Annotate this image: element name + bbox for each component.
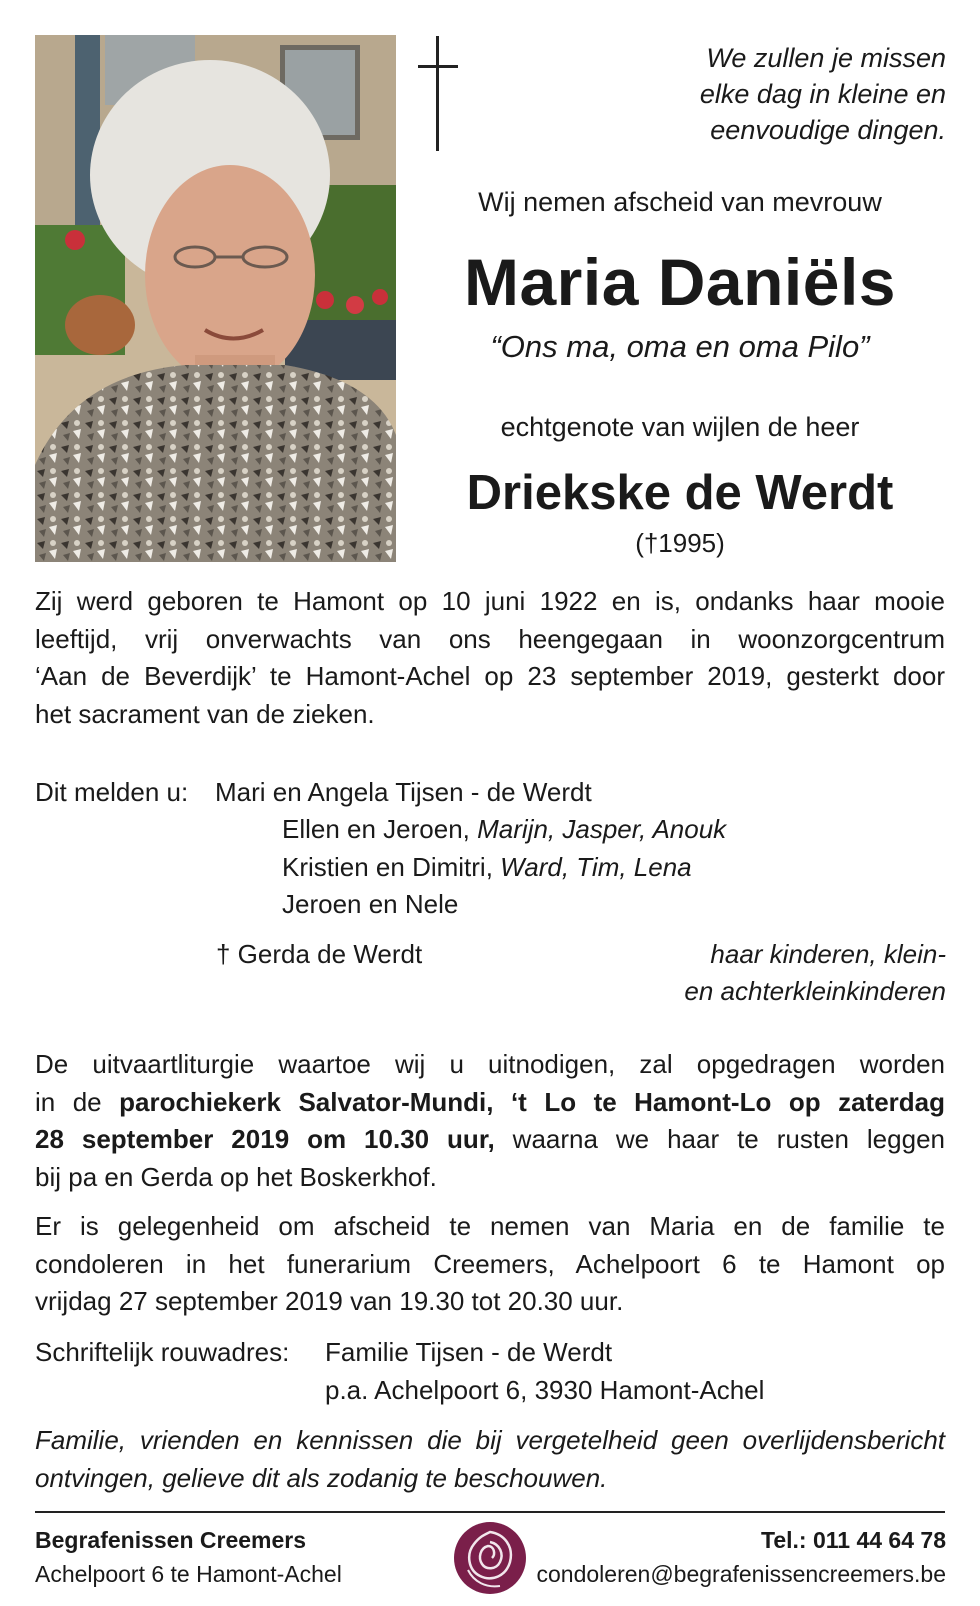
funeral-paragraph	[35, 1046, 945, 1196]
funeral-home-name: Begrafenissen Creemers	[35, 1527, 307, 1553]
paragraph-line: Familie, vrienden en kennissen die bij vergetelheid geen overlijdensbericht	[35, 1425, 945, 1455]
portrait-illustration	[35, 35, 396, 562]
paragraph-line: ontvingen, gelieve dit als zodanig te beschouwen.	[35, 1462, 608, 1493]
farewell-intro: Wij nemen afscheid van mevrouw	[478, 187, 882, 217]
deceased-name: Maria Daniëls	[463, 245, 897, 319]
paragraph-line: leeftijd, vrij onverwachts van ons heengegaan in woonzorgcentrum	[35, 623, 945, 654]
paragraph-line: Er is gelegenheid om afscheid te nemen van Maria en de familie te	[35, 1211, 945, 1241]
footer-divider	[35, 1511, 945, 1513]
spouse-name: Driekske de Werdt	[466, 466, 894, 520]
family-children: Ward, Tim, Lena	[500, 852, 692, 882]
deceased-child: † Gerda de Werdt	[216, 939, 423, 969]
family-row	[282, 810, 726, 848]
birth-death-paragraph	[35, 583, 945, 733]
notice-paragraph	[35, 1422, 945, 1497]
family-first-line: Mari en Angela Tijsen - de Werdt	[215, 777, 592, 807]
paragraph-line	[35, 1084, 945, 1122]
relation-line: haar kinderen, klein-	[710, 939, 946, 969]
condolence-paragraph	[35, 1208, 945, 1321]
family-children: Marijn, Jasper, Anouk	[477, 814, 727, 844]
paragraph-line: het sacrament van de zieken.	[35, 698, 375, 729]
paragraph-line: condoleren in het funerarium Creemers, Achelpoort 6 te Hamont op	[35, 1248, 945, 1279]
funeral-home-address: Achelpoort 6 te Hamont-Achel	[35, 1561, 342, 1587]
rose-logo-icon	[452, 1518, 528, 1598]
family-row	[282, 885, 458, 923]
address-line: p.a. Achelpoort 6, 3930 Hamont-Achel	[325, 1375, 765, 1405]
cross-icon	[418, 36, 468, 151]
portrait-photo	[35, 35, 396, 562]
address-line: Familie Tijsen - de Werdt	[325, 1337, 613, 1367]
quote-line: eenvoudige dingen.	[710, 115, 946, 145]
paragraph-line: vrijdag 27 september 2019 van 19.30 tot 20.30 uur.	[35, 1286, 624, 1316]
church-location: parochiekerk Salvator-Mundi, ‘t Lo te Hamont-Lo op zaterdag	[119, 1086, 946, 1117]
paragraph-line: ‘Aan de Beverdijk’ te Hamont-Achel op 23 september 2019, gesterkt door	[35, 661, 945, 691]
family-row	[282, 848, 692, 886]
paragraph-line	[35, 1121, 945, 1159]
paragraph-line: Zij werd geboren te Hamont op 10 juni 1922 en is, ondanks haar mooie	[35, 586, 945, 616]
paragraph-text: in de	[35, 1086, 120, 1117]
funeral-home-email[interactable]: condoleren@begrafenissencreemers.be	[536, 1561, 946, 1587]
quote-line: elke dag in kleine en	[699, 79, 946, 109]
family-parents: Kristien en Dimitri,	[282, 852, 493, 882]
funeral-datetime: 28 september 2019 om 10.30 uur,	[35, 1124, 495, 1154]
paragraph-text: waarna we haar te rusten leggen	[494, 1124, 945, 1154]
family-parents: Jeroen en Nele	[282, 889, 459, 919]
memorial-quote	[526, 40, 946, 148]
funeral-home-phone: Tel.: 011 44 64 78	[761, 1527, 946, 1553]
paragraph-line: De uitvaartliturgie waartoe wij u uitnodigen, zal opgedragen worden	[35, 1049, 945, 1079]
family-label: Dit melden u:	[35, 777, 189, 807]
spouse-death-year: (†1995)	[635, 528, 725, 558]
family-parents: Ellen en Jeroen,	[282, 814, 470, 844]
deceased-nickname: “Ons ma, oma en oma Pilo”	[490, 329, 870, 364]
relation-line: en achterkleinkinderen	[684, 976, 946, 1006]
quote-line: We zullen je missen	[706, 43, 946, 73]
paragraph-line: bij pa en Gerda op het Boskerkhof.	[35, 1161, 437, 1192]
address-label: Schriftelijk rouwadres:	[35, 1337, 290, 1367]
spouse-intro: echtgenote van wijlen de heer	[500, 412, 860, 442]
